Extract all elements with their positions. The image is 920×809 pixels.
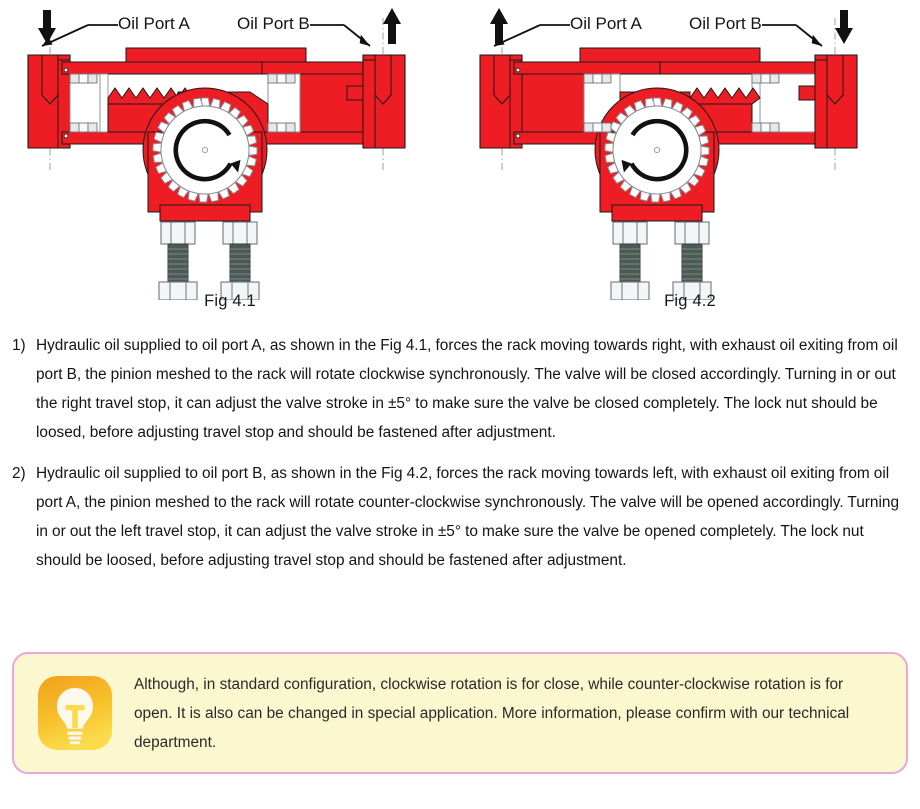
fig-4-1-port-a-label: Oil Port A (118, 14, 190, 33)
instruction-item-2 (12, 459, 908, 575)
figure-fig-4-2 (460, 0, 920, 325)
port-a-callout (490, 8, 570, 46)
tip-text: Although, in standard configuration, clockwise rotation is for close, while counter-clockwise rotation is for open. It is also can be changed in special application. More information, please confirm with our technical department. (134, 675, 850, 751)
instruction-item-1 (12, 331, 908, 447)
figure-fig-4-1 (0, 0, 460, 325)
instruction-list (12, 331, 908, 587)
instruction-item-2-number: 2) (12, 465, 26, 482)
fig-4-2-port-b-label: Oil Port B (689, 14, 762, 33)
instruction-item-1-number: 1) (12, 337, 26, 354)
figures-row (0, 0, 920, 325)
flow-arrow-port-a (38, 10, 56, 44)
tip-callout-box (12, 652, 908, 774)
fig-4-2-port-a-label: Oil Port A (570, 14, 642, 33)
port-a-callout (38, 10, 118, 46)
fig-4-1-port-b-label: Oil Port B (237, 14, 310, 33)
flow-arrow-port-b (383, 8, 401, 44)
fig-4-1-drawing (0, 0, 460, 300)
fig-4-2-caption: Fig 4.2 (664, 292, 716, 310)
travel-stop-bolts (159, 222, 259, 300)
travel-stop-bolts (611, 222, 711, 300)
port-b-callout (310, 8, 401, 46)
fig-4-1-caption: Fig 4.1 (204, 292, 256, 310)
instruction-item-1-text: Hydraulic oil supplied to oil port A, as shown in the Fig 4.1, forces the rack moving towards right, with exhaust oil exiting from oil port B, the pinion meshed to the rack will rotate clockwise synchronously. The valve will be closed accordingly. Turning in or out the right travel stop, it can adjust the valve stroke in ±5° to make sure the valve be closed completely. The lock nut should be loosed, before adjusting travel stop and should be fastened after adjustment. (36, 337, 898, 441)
lightbulb-icon (38, 676, 112, 750)
left-chamber (522, 74, 584, 132)
flow-arrow-port-a (490, 8, 508, 44)
fig-4-2-drawing (460, 0, 920, 300)
port-b-callout (762, 10, 853, 46)
flow-arrow-port-b (835, 10, 853, 44)
instruction-item-2-text: Hydraulic oil supplied to oil port B, as shown in the Fig 4.2, forces the rack moving towards left, with exhaust oil exiting from oil port A, the pinion meshed to the rack will rotate counter-clockwise synchronously. The valve will be opened accordingly. Turning in or out the left travel stop, it can adjust the valve stroke in ±5° to make sure the valve be opened completely. The lock nut should be loosed, before adjusting travel stop and should be fastened after adjustment. (36, 465, 900, 569)
